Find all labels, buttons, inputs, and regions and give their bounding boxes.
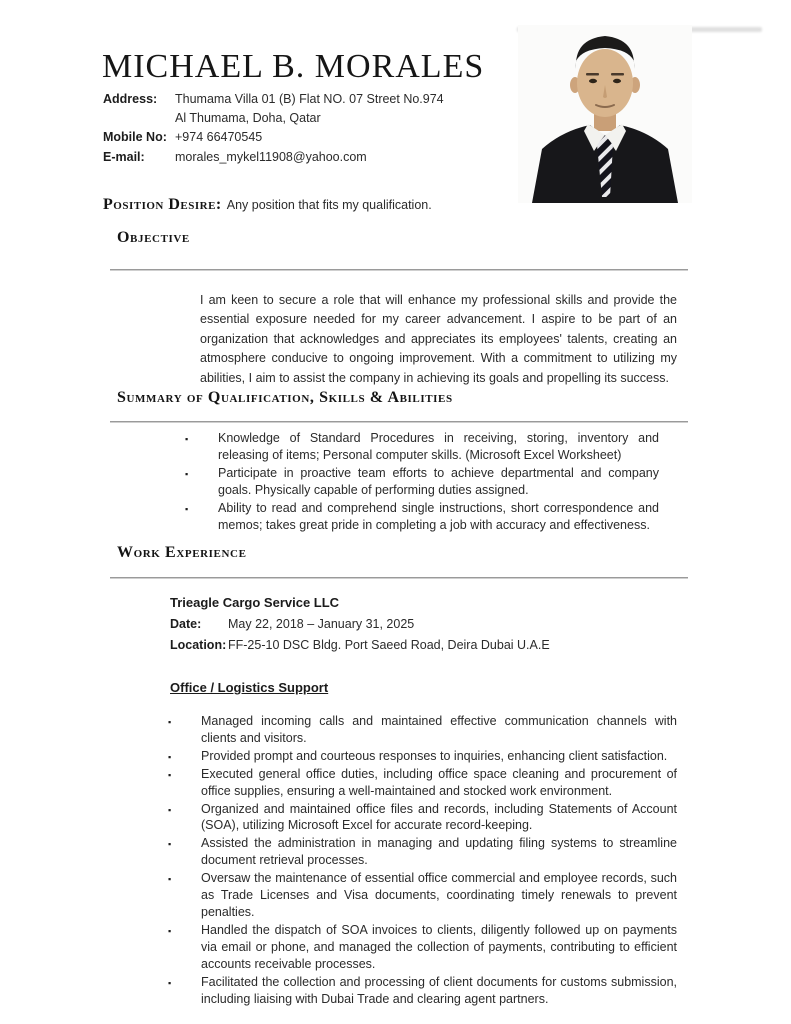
list-item-text: Handled the dispatch of SOA invoices to clients, diligently followed up on payments via email or phone, and managed the collection of payments, contributing to efficient accounts receivable processes. [201,922,677,971]
role-title: Office / Logistics Support [170,680,329,695]
section-heading-work-experience: Work Experience [117,544,247,561]
bullet-icon: ▪ [168,874,172,885]
list-item-text: Provided prompt and courteous responses to inquiries, enhancing client satisfaction. [201,748,668,763]
company-block [170,594,550,654]
email-value: morales_mykel11908@yahoo.com [175,149,367,164]
list-item [168,713,677,747]
bullet-icon: ▪ [168,717,172,727]
address-line1: Thumama Villa 01 (B) Flat NO. 07 Street No.974 [175,92,444,106]
page-title: MICHAEL B. MORALES [102,48,485,85]
location-label: Location: [170,638,227,652]
list-item [185,465,659,499]
bullet-icon: ▪ [185,503,189,514]
section-rule [110,421,688,423]
list-item [168,801,677,835]
list-item-text: Facilitated the collection and processing of client documents for customs submission, including liaising with Dubai Trade and clearing agent partners. [201,974,677,1006]
portrait-illustration [518,25,692,203]
bullet-icon: ▪ [185,434,189,444]
list-item [168,766,677,800]
date-label: Date: [170,617,202,631]
list-item [168,748,677,765]
bullet-icon: ▪ [168,839,172,850]
position-desire-value: Any position that fits my qualification. [226,198,432,212]
list-item-text: Organized and maintained office files and records, including Statements of Account (SOA), utilizing Microsoft Excel for accurate record-keeping. [201,801,677,833]
list-item-text: Knowledge of Standard Procedures in receiving, storing, inventory and releasing of items; Personal computer skills. (Microsoft Excel Worksheet) [218,431,659,462]
summary-bullet-list [185,430,659,534]
contact-block [103,90,533,166]
objective-paragraph: I am keen to secure a role that will enhance my professional skills and provide the essential exposure needed for my career advancement. I aspire to be part of an organization that acknowledges and appreciates its employees' talents, creating an atmosphere conducive to ongoing improvement. With a commitment to utilizing my abilities, I aim to assist the company in achieving its goals and propelling its success. [200,292,677,385]
section-heading-objective: Objective [117,229,190,246]
bullet-icon: ▪ [185,468,189,479]
bullet-icon: ▪ [168,925,172,936]
address-label: Address: [103,92,158,106]
list-item-text: Participate in proactive team efforts to achieve departmental and company goals. Physically capable of performing duties assigned. [218,465,659,497]
list-item-text: Oversaw the maintenance of essential office commercial and employee records, such as Trade Licenses and Visa documents, coordinating timely renewals to prevent penalties. [201,871,677,919]
mobile-label: Mobile No: [103,130,167,144]
list-item-text: Assisted the administration in managing and updating filing systems to streamline document retrieval processes. [201,836,677,868]
list-item [168,870,677,921]
duties-bullet-list [168,713,677,1008]
list-item-text: Managed incoming calls and maintained effective communication channels with clients and visitors. [201,714,677,745]
location-value: FF-25-10 DSC Bldg. Port Saeed Road, Deira Dubai U.A.E [228,638,550,652]
mobile-value: +974 66470545 [175,130,263,144]
bullet-icon: ▪ [168,751,172,762]
date-value: May 22, 2018 – January 31, 2025 [228,617,415,631]
list-item [168,835,677,869]
portrait-photo [518,25,692,203]
bullet-icon: ▪ [168,977,172,988]
list-item-text: Executed general office duties, including office space cleaning and procurement of office supplies, ensuring a well-maintained and stocked work environment. [201,766,677,798]
position-desire-label: Position Desire: [103,196,222,213]
list-item [185,430,659,464]
contact-row-address [103,90,533,127]
address-line2: Al Thumama, Doha, Qatar [175,110,321,125]
list-item [168,922,677,973]
bullet-icon: ▪ [168,804,172,815]
section-heading-summary: Summary of Qualification, Skills & Abilities [117,389,453,406]
location-row [170,636,550,654]
date-row [170,615,550,633]
list-item-text: Ability to read and comprehend single instructions, short correspondence and memos; takes great pride in completing a job with accuracy and effectiveness. [218,500,659,532]
contact-row-mobile [103,128,533,147]
list-item [185,500,659,534]
section-rule [110,269,688,271]
section-rule [110,577,688,579]
position-desire-line [103,196,432,214]
email-label: E-mail: [103,149,145,164]
company-name: Trieagle Cargo Service LLC [170,595,340,610]
bullet-icon: ▪ [168,769,172,780]
contact-row-email [103,148,533,167]
address-value [175,90,444,127]
list-item [168,974,677,1008]
